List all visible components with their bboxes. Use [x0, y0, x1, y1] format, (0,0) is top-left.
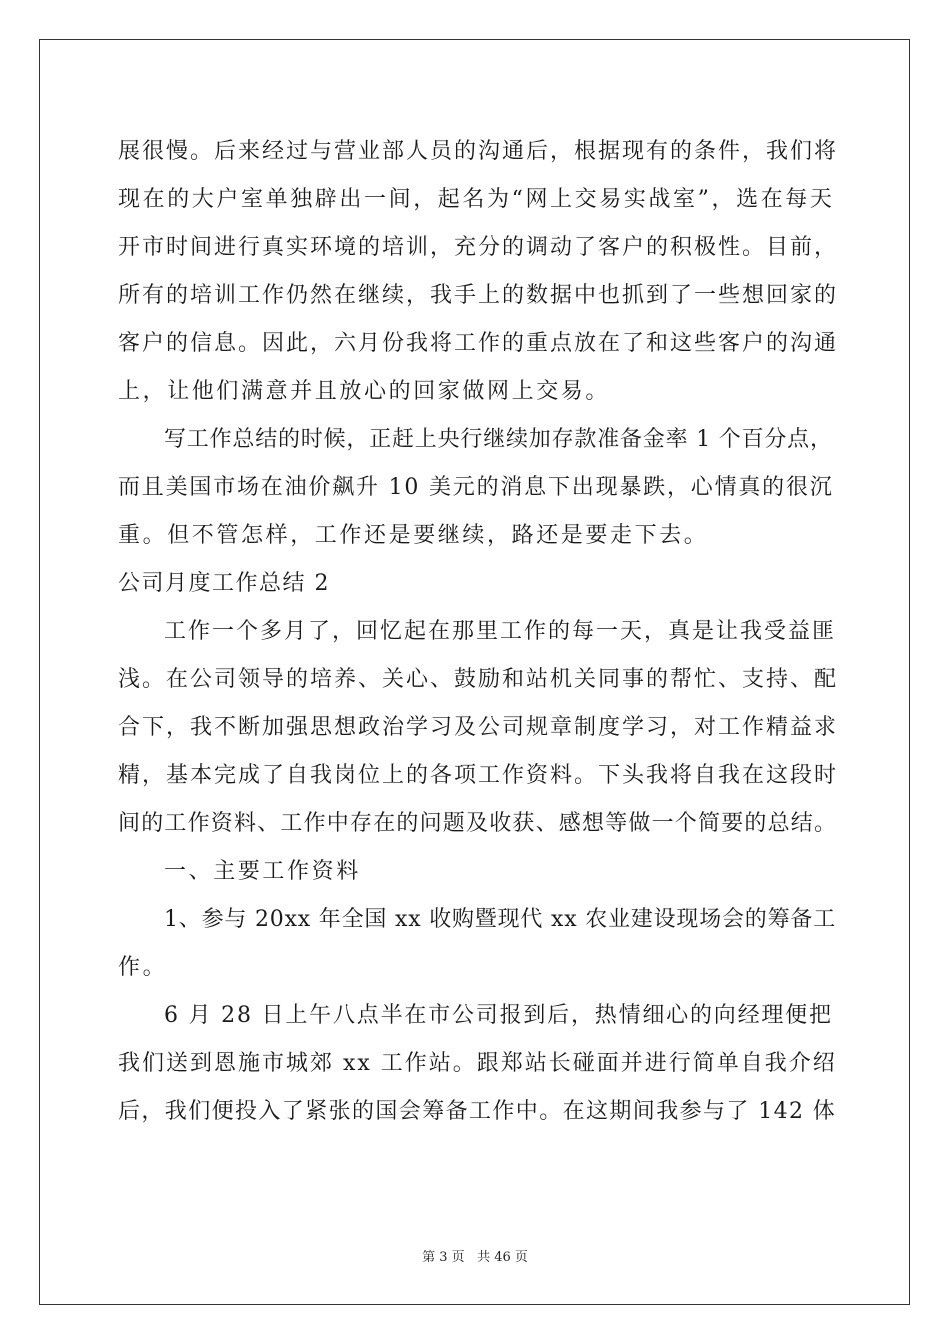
text-line: 现在的大户室单独辟出一间，起名为“网上交易实战室”，选在每天 — [118, 187, 835, 212]
text-line: 展很慢。后来经过与营业部人员的沟通后，根据现有的条件，我们将 — [118, 139, 839, 164]
section-heading: 公司月度工作总结 2 — [118, 571, 330, 596]
page-footer — [0, 1246, 950, 1265]
text-line: 作。 — [118, 955, 168, 980]
subsection-heading: 一、主要工作资料 — [164, 859, 361, 884]
document-body — [118, 128, 838, 1136]
text-line: 我们送到恩施市城郊 xx 工作站。跟郑站长碰面并进行简单自我介绍 — [118, 1051, 837, 1076]
text-line: 上，让他们满意并且放心的回家做网上交易。 — [118, 379, 611, 404]
text-line: 所有的培训工作仍然在继续，我手上的数据中也抓到了一些想回家的 — [118, 283, 839, 308]
page-number: 第 3 页 — [422, 1250, 465, 1265]
text-line: 后，我们便投入了紧张的国会筹备工作中。在这期间我参与了 142 体 — [118, 1099, 837, 1124]
text-line: 浅。在公司领导的培养、关心、鼓励和站机关同事的帮忙、支持、配 — [118, 667, 839, 692]
text-line: 工作一个多月了，回忆起在那里工作的每一天，真是让我受益匪 — [164, 619, 837, 644]
text-line: 6 月 28 日上午八点半在市公司报到后，热情细心的向经理便把 — [164, 1003, 833, 1028]
text-line: 开市时间进行真实环境的培训，充分的调动了客户的积极性。目前， — [118, 235, 839, 260]
text-line: 客户的信息。因此，六月份我将工作的重点放在了和这些客户的沟通 — [118, 331, 839, 356]
page-total: 共 46 页 — [477, 1250, 528, 1265]
text-line: 写工作总结的时候，正赶上央行继续加存款准备金率 1 个百分点， — [164, 427, 833, 452]
text-line: 精，基本完成了自我岗位上的各项工作资料。下头我将自我在这段时 — [118, 763, 839, 788]
text-line: 1、参与 20xx 年全国 xx 收购暨现代 xx 农业建设现场会的筹备工 — [164, 907, 836, 932]
text-line: 间的工作资料、工作中存在的问题及收获、感想等做一个简要的总结。 — [118, 811, 838, 836]
text-line: 而且美国市场在油价飙升 10 美元的消息下出现暴跌，心情真的很沉 — [118, 475, 834, 500]
text-line: 合下，我不断加强思想政治学习及公司规章制度学习，对工作精益求 — [118, 715, 839, 740]
text-line: 重。但不管怎样，工作还是要继续，路还是要走下去。 — [118, 523, 709, 548]
